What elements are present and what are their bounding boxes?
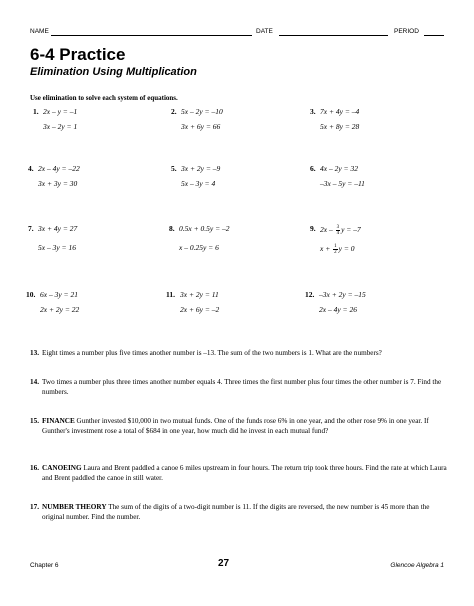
problem-number: 8.: [169, 224, 175, 233]
problem-number: 15.: [30, 417, 39, 425]
problem-description: Laura and Brent paddled a canoe 6 miles upstream in four hours. The return trip took three hours. Find the rate at which Laura and Brent paddled the canoe in still water.: [42, 464, 447, 482]
problem-number: 5.: [171, 164, 177, 173]
name-field-line: [51, 35, 252, 36]
fraction-denominator: 4: [336, 231, 340, 236]
equation-2: 2x + 6y = –2: [180, 305, 220, 314]
book-title: Glencoe Algebra 1: [390, 562, 444, 569]
problem-topic: FINANCE: [42, 417, 75, 425]
equation-2: x – 0.25y = 6: [179, 243, 219, 252]
equation-1: 3x + 4y = 27: [38, 224, 78, 233]
page-number: 27: [218, 558, 230, 569]
date-label: DATE: [256, 28, 273, 35]
instructions: Use elimination to solve each system of equations.: [30, 94, 178, 102]
equation-2: 2x + 2y = 22: [40, 305, 80, 314]
problem-text: [42, 416, 448, 436]
problem-number: 12.: [305, 290, 315, 299]
fraction-denominator: 2: [334, 250, 337, 255]
equation-1: –3x + 2y = –15: [319, 290, 366, 299]
problem-number: 10.: [26, 290, 36, 299]
equation-1: 0.5x + 0.5y = –2: [179, 224, 230, 233]
equation-part: y = –7: [341, 225, 361, 235]
equation-1: [320, 225, 361, 236]
equation-1: 7x + 4y = –4: [320, 107, 360, 116]
problem-number: 3.: [310, 107, 316, 116]
problem-description: Two times a number plus three times another number equals 4. Three times the first number plus four times the other number is 7. Find the numbers.: [42, 378, 442, 396]
equation-1: 3x + 2y = 11: [180, 290, 219, 299]
period-field-line: [424, 35, 444, 36]
problem-number: 16.: [30, 464, 39, 472]
problem-number: 9.: [310, 224, 316, 233]
equation-2: 5x – 3y = 16: [38, 243, 76, 252]
page-title: 6-4 Practice: [30, 45, 126, 64]
problem-text: [42, 377, 448, 397]
problem-number: 1.: [33, 107, 39, 116]
equation-1: 4x – 2y = 32: [320, 164, 358, 173]
equation-2: 5x + 8y = 28: [320, 122, 360, 131]
problem-text: [42, 502, 448, 522]
problem-number: 17.: [30, 503, 39, 511]
word-problem-13: [30, 348, 448, 358]
worksheet-footer: [30, 558, 444, 572]
equation-2: 3x + 6y = 66: [181, 122, 221, 131]
equation-part: y = 0: [338, 244, 355, 254]
problem-number: 4.: [28, 164, 34, 173]
worksheet-header: [30, 24, 444, 38]
problem-number: 2.: [171, 107, 177, 116]
equation-1: 3x + 2y = –9: [181, 164, 221, 173]
equation-part: 2x –: [320, 225, 335, 235]
problem-topic: CANOEING: [42, 464, 82, 472]
fraction: [336, 225, 341, 236]
problem-text: Eight times a number plus five times another number is –13. The sum of the two numbers is 1. What are the numbers?: [42, 349, 382, 357]
word-problem-16: [30, 463, 448, 483]
equation-1: 2x – y = –1: [43, 107, 78, 116]
problem-number: 7.: [28, 224, 34, 233]
word-problem-14: [30, 377, 448, 397]
equation-2: 2x – 4y = 26: [319, 305, 357, 314]
period-label: PERIOD: [394, 28, 419, 35]
problem-description: Gunther invested $10,000 in two mutual funds. One of the funds rose 6% in one year, and the other rose 9% in one year. If Gunther's investment rose a total of $684 in one year, how much did he invest in each mutual fund?: [42, 417, 429, 435]
fraction: [333, 244, 338, 255]
word-problem-15: [30, 416, 448, 436]
date-field-line: [279, 35, 388, 36]
problem-number: 6.: [310, 164, 316, 173]
problem-text: [42, 463, 448, 483]
equation-2: –3x – 5y = –11: [320, 179, 365, 188]
equation-2: [320, 244, 355, 255]
equation-1: 2x – 4y = –22: [38, 164, 80, 173]
equation-2: 3x + 3y = 30: [38, 179, 78, 188]
problem-number: 13.: [30, 349, 39, 357]
equation-part: x +: [320, 244, 333, 254]
word-problem-17: [30, 502, 448, 522]
equation-2: 5x – 3y = 4: [181, 179, 216, 188]
problem-topic: NUMBER THEORY: [42, 503, 107, 511]
fraction-numerator: 1: [334, 244, 337, 249]
name-label: NAME: [30, 28, 49, 35]
problem-number: 14.: [30, 378, 39, 386]
problem-number: 11.: [166, 290, 175, 299]
equation-1: 5x – 2y = –10: [181, 107, 223, 116]
equation-1: 6x – 3y = 21: [40, 290, 78, 299]
problem-description: The sum of the digits of a two-digit number is 11. If the digits are reversed, the new number is 45 more than the original number. Find the number.: [42, 503, 430, 521]
page-subtitle: Elimination Using Multiplication: [30, 66, 197, 78]
chapter-label: Chapter 6: [30, 562, 59, 569]
equation-2: 3x – 2y = 1: [43, 122, 78, 131]
fraction-numerator: 3: [336, 225, 340, 230]
